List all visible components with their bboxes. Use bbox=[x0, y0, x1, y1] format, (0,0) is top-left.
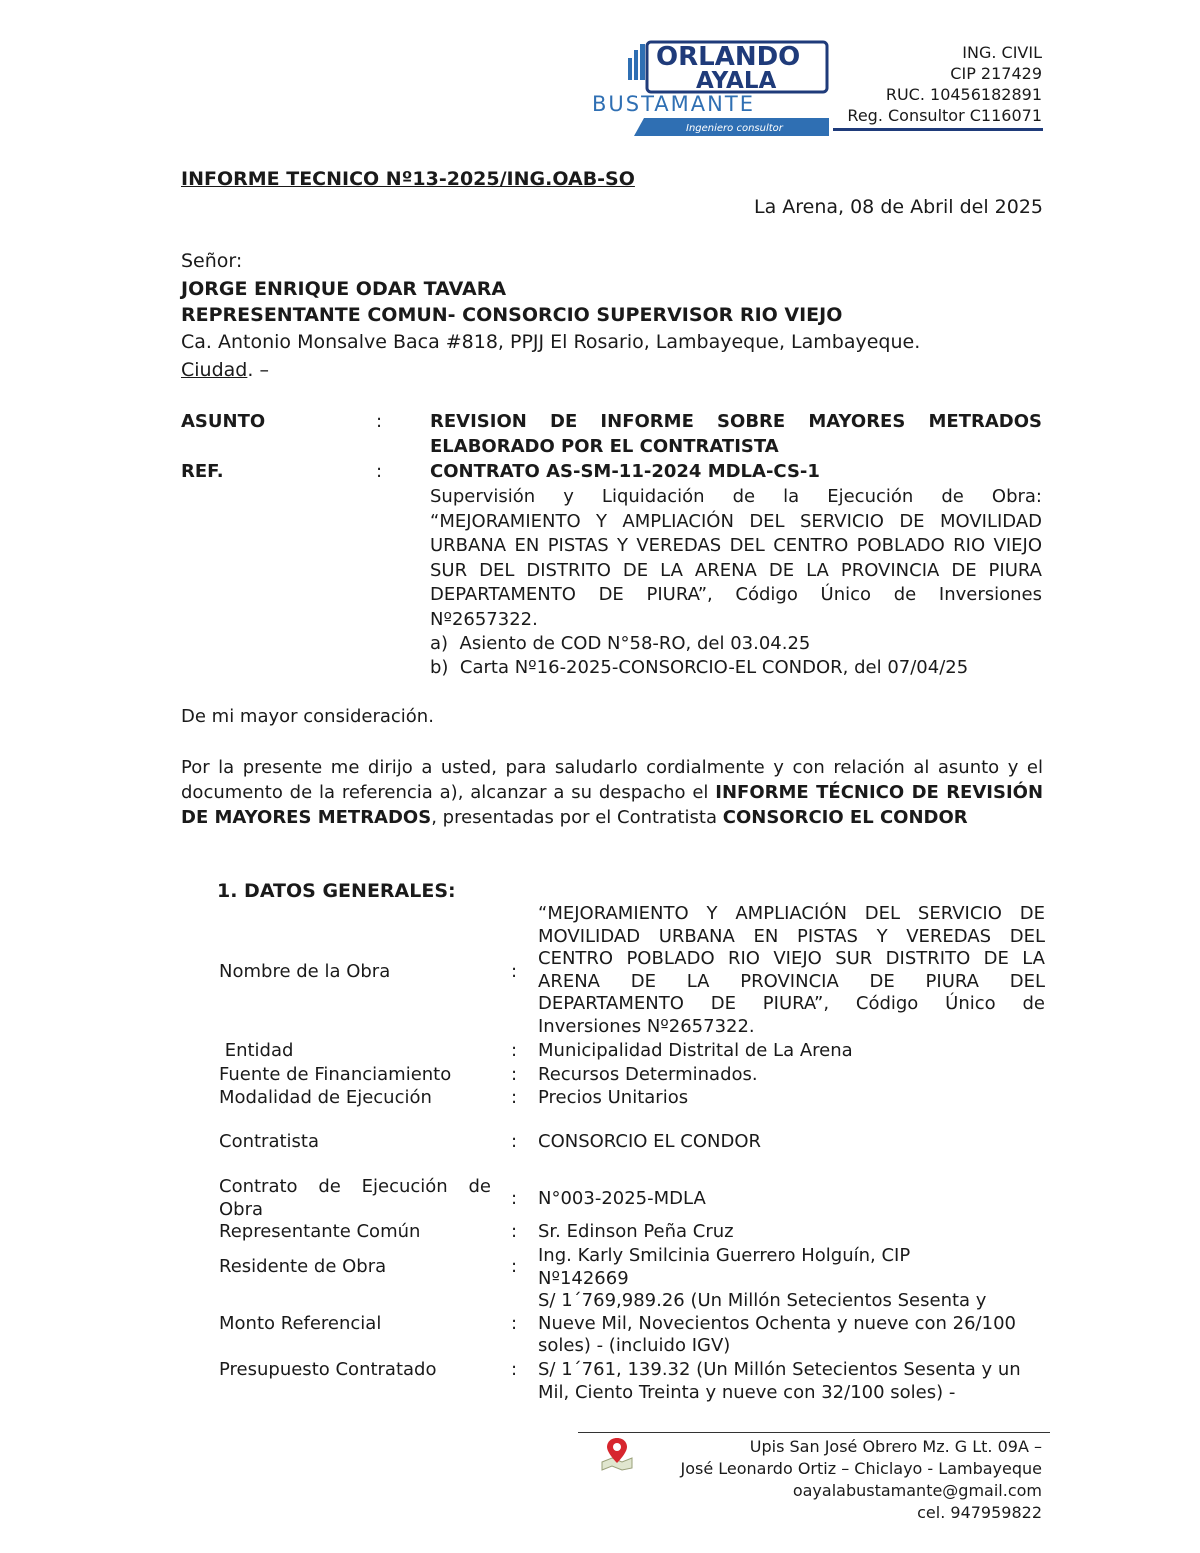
dg-value-representante: Sr. Edinson Peña Cruz bbox=[538, 1221, 734, 1242]
logo-tagline: Ingeniero consultor bbox=[686, 123, 783, 134]
report-date: La Arena, 08 de Abril del 2025 bbox=[753, 196, 1043, 218]
header-divider bbox=[833, 128, 1043, 131]
body-paragraph bbox=[181, 755, 1043, 830]
greeting: De mi mayor consideración. bbox=[181, 706, 434, 727]
dg-value-residente: Ing. Karly Smilcinia Guerrero Holguín, CIP Nº142669 bbox=[538, 1245, 911, 1289]
logo-line3: BUSTAMANTE bbox=[592, 92, 755, 116]
dg-colon: : bbox=[511, 1188, 518, 1209]
dg-value-contrato: N°003-2025-MDLA bbox=[538, 1188, 706, 1209]
recipient-city bbox=[181, 357, 1043, 383]
asunto-label: ASUNTO bbox=[181, 411, 266, 432]
footer-contact bbox=[640, 1436, 1042, 1524]
ref-label: REF. bbox=[181, 461, 224, 482]
dg-colon: : bbox=[511, 961, 518, 982]
dg-value-modalidad: Precios Unitarios bbox=[538, 1087, 689, 1108]
ref-item-text: Carta Nº16-2025-CONSORCIO-EL CONDOR, del 07/04/25 bbox=[459, 657, 969, 678]
dg-colon: : bbox=[511, 1040, 518, 1061]
city-suffix: . – bbox=[247, 359, 269, 381]
ref-item-b bbox=[430, 656, 1042, 681]
consultant-registration: Reg. Consultor C116071 bbox=[847, 106, 1042, 125]
dg-value-entidad: Municipalidad Distrital de La Arena bbox=[538, 1040, 853, 1061]
recipient-address: Ca. Antonio Monsalve Baca #818, PPJJ El Rosario, Lambayeque, Lambayeque. bbox=[181, 331, 921, 353]
dg-value-obra: “MEJORAMIENTO Y AMPLIACIÓN DEL SERVICIO DE MOVILIDAD URBANA EN PISTAS Y VEREDAS DEL CENTRO POBLADO RIO VIEJO SUR DISTRITO DE LA ARENA DE LA PROVINCIA DE PIURA DEL DEPARTAMENTO DE PIURA”, Código Único de Inversiones Nº2657322. bbox=[538, 903, 1045, 1037]
dg-colon: : bbox=[511, 1131, 518, 1152]
dg-label-monto: Monto Referencial bbox=[219, 1313, 382, 1334]
cip-number: CIP 217429 bbox=[950, 64, 1042, 83]
dg-colon: : bbox=[511, 1221, 518, 1242]
salutation: Señor: bbox=[181, 250, 243, 272]
header-credentials bbox=[830, 42, 1042, 126]
body-report-name: INFORME TÉCNICO DE REVISIÓN DE MAYORES METRADOS bbox=[181, 782, 1044, 828]
body-text-2: , presentadas por el Contratista bbox=[431, 807, 723, 828]
footer-email: oayalabustamante@gmail.com bbox=[792, 1481, 1042, 1500]
ref-description: Supervisión y Liquidación de la Ejecución de Obra: “MEJORAMIENTO Y AMPLIACIÓN DEL SERVICIO DE MOVILIDAD URBANA EN PISTAS Y VEREDAS DEL CENTRO POBLADO RIO VIEJO SUR DEL DISTRITO DE LA ARENA DE LA PROVINCIA DE PIURA DEPARTAMENTO DE PIURA”, Código Único de Inversiones Nº2657322. bbox=[430, 486, 1042, 630]
company-logo bbox=[592, 36, 834, 138]
dg-value-financiamiento: Recursos Determinados. bbox=[538, 1064, 758, 1085]
footer-phone: cel. 947959822 bbox=[917, 1503, 1042, 1522]
dg-value-presupuesto: S/ 1´761, 139.32 (Un Millón Setecientos Sesenta y un Mil, Ciento Treinta y nueve con 32/100 soles) - bbox=[538, 1359, 1021, 1403]
footer-divider bbox=[578, 1432, 1050, 1433]
ref-contract: CONTRATO AS-SM-11-2024 MDLA-CS-1 bbox=[430, 461, 820, 482]
footer-address-2: José Leonardo Ortiz – Chiclayo - Lambayeque bbox=[680, 1459, 1042, 1478]
report-title: INFORME TECNICO Nº13-2025/ING.OAB-SO bbox=[181, 168, 635, 190]
dg-label-modalidad: Modalidad de Ejecución bbox=[219, 1087, 432, 1108]
dg-colon: : bbox=[511, 1313, 518, 1334]
asunto-colon: : bbox=[376, 411, 383, 432]
dg-colon: : bbox=[511, 1087, 518, 1108]
logo-line2: AYALA bbox=[696, 68, 777, 94]
location-pin-icon bbox=[598, 1436, 636, 1470]
ref-item-a bbox=[430, 632, 1042, 657]
section-title: 1. DATOS GENERALES: bbox=[217, 880, 456, 902]
building-icon bbox=[628, 44, 645, 80]
ref-colon: : bbox=[376, 461, 383, 482]
dg-label-entidad: Entidad bbox=[219, 1040, 294, 1061]
ruc-number: RUC. 10456182891 bbox=[885, 85, 1042, 104]
recipient-name: JORGE ENRIQUE ODAR TAVARA bbox=[181, 278, 507, 300]
dg-label-presupuesto: Presupuesto Contratado bbox=[219, 1359, 437, 1380]
dg-label-contratista: Contratista bbox=[219, 1131, 320, 1152]
dg-label-contrato: Contrato de Ejecución de Obra bbox=[219, 1176, 491, 1220]
recipient-role: REPRESENTANTE COMUN- CONSORCIO SUPERVISOR RIO VIEJO bbox=[181, 304, 843, 326]
logo-line1: ORLANDO bbox=[656, 42, 801, 72]
ref-item-marker: a) bbox=[430, 633, 449, 654]
dg-colon: : bbox=[511, 1359, 518, 1380]
dg-colon: : bbox=[511, 1064, 518, 1085]
ref-item-marker: b) bbox=[430, 657, 449, 678]
dg-label-obra: Nombre de la Obra bbox=[219, 961, 391, 982]
footer-address-1: Upis San José Obrero Mz. G Lt. 09A – bbox=[749, 1437, 1042, 1456]
dg-label-residente: Residente de Obra bbox=[219, 1256, 387, 1277]
dg-value-monto: S/ 1´769,989.26 (Un Millón Setecientos Sesenta y Nueve Mil, Novecientos Ochenta y nueve con 26/100 soles) - (incluido IGV) bbox=[538, 1290, 1016, 1356]
profession: ING. CIVIL bbox=[962, 43, 1042, 62]
dg-value-contratista: CONSORCIO EL CONDOR bbox=[538, 1131, 762, 1152]
body-text-1: Por la presente me dirijo a usted, para saludarlo cordialmente y con relación al asunto y el documento de la referencia a), alcanzar a su despacho el bbox=[181, 757, 1043, 803]
dg-colon: : bbox=[511, 1256, 518, 1277]
body-contractor: CONSORCIO EL CONDOR bbox=[722, 807, 968, 828]
city-text: Ciudad bbox=[181, 359, 248, 381]
dg-label-financiamiento: Fuente de Financiamiento bbox=[219, 1064, 452, 1085]
ref-item-text: Asiento de COD N°58-RO, del 03.04.25 bbox=[459, 633, 811, 654]
asunto-text: REVISION DE INFORME SOBRE MAYORES METRADOS ELABORADO POR EL CONTRATISTA bbox=[430, 411, 1042, 457]
dg-label-representante: Representante Común bbox=[219, 1221, 421, 1242]
